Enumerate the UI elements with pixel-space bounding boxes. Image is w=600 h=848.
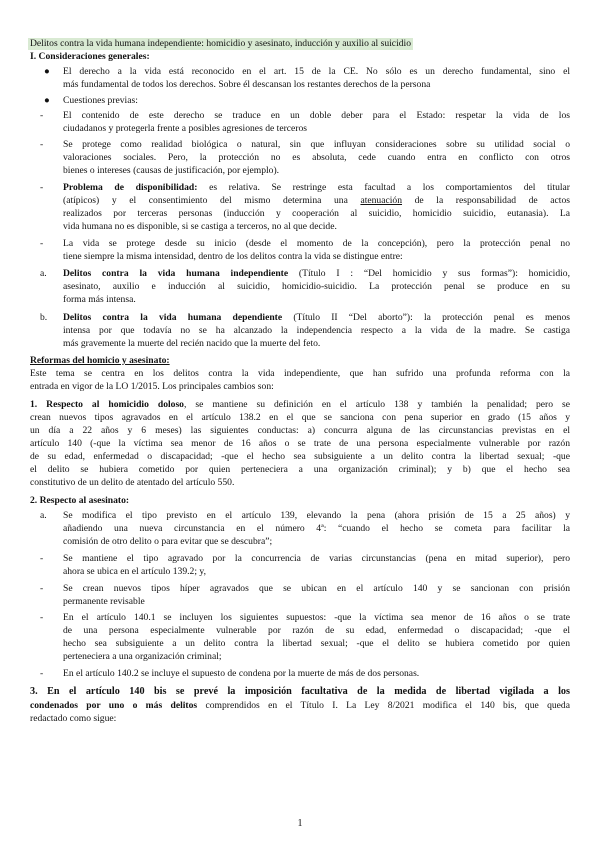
list-marker-a: a. bbox=[40, 510, 47, 521]
list-marker-b: b. bbox=[40, 312, 48, 323]
dash-4-line-1: La vida se protege desde su inicio (desde el momento de la concepción), pero la protección penal no bbox=[63, 238, 570, 249]
dash-3-text: es relativa. Se restringe esta facultad a los comportamientos del titular bbox=[197, 182, 570, 193]
p1-line-7: constitutivo de un delito de atentado del artículo 550. bbox=[30, 477, 235, 488]
dash-3-text: (atípicos) y el consentimiento del mismo determina una bbox=[63, 195, 361, 206]
item-b-line-3: más gravemente la muerte del recién nacido que la muerte del feto. bbox=[63, 338, 321, 349]
dash-3-line-2 bbox=[63, 195, 570, 207]
bullet-1-line-1: El derecho a la vida está reconocido en el art. 15 de la CE. No sólo es un derecho fundamental, sino el bbox=[63, 66, 570, 77]
dash-2-line-1: Se protege como realidad biológica o natural, sin que influyan consideraciones sobre su utilidad social o bbox=[63, 139, 570, 150]
item-b-line-1 bbox=[63, 312, 570, 324]
p3-bold: condenados por uno o más delitos bbox=[30, 700, 198, 711]
p3-line-1: 3. En el artículo 140 bis se prevé la imposición facultativa de la medida de libertad vigilada a los bbox=[30, 686, 570, 697]
p2b-line-2: ahora se ubica en el artículo 139.2; y, bbox=[63, 566, 206, 577]
item-b-line-2: intensa por que todavía no se ha alcanzado la independencia respecto a la vida de la madre. Se castiga bbox=[63, 325, 570, 336]
p1-line-4: artículo 140 (-que la víctima sea menor de 16 años o se trate de una persona especialmente vulnerable por razón bbox=[30, 438, 570, 449]
dash-3-bold: Problema de disponibilidad: bbox=[63, 182, 198, 193]
p2-heading: 2. Respecto al asesinato: bbox=[30, 495, 130, 506]
p2d-line-1: En el artículo 140.1 se incluyen los siguientes supuestos: -que la víctima sea menor de 16 años o se trate bbox=[63, 612, 570, 623]
dash-marker: - bbox=[40, 110, 44, 121]
item-a-line-3: forma más intensa. bbox=[63, 294, 136, 305]
dash-4-line-2: tiene siempre la misma intensidad, dentro de los delitos contra la vida se distingue entre: bbox=[63, 251, 403, 262]
dash-3-line-4: vida humana no es disponible, si se castiga a terceros, no al que decide. bbox=[63, 221, 337, 232]
dash-marker: - bbox=[40, 583, 44, 594]
p1-line-5: de su edad, enfermedad o discapacidad; -que el hecho sea subsiguiente a un delito contra la libertad sexual; -que bbox=[30, 451, 570, 462]
dash-marker: - bbox=[40, 553, 44, 564]
reformas-intro-line-2: entrada en vigor de la LO 1/2015. Los principales cambios son: bbox=[30, 381, 274, 392]
item-a-line-1 bbox=[63, 268, 570, 280]
list-marker-a: a. bbox=[40, 268, 47, 279]
page-number: 1 bbox=[297, 818, 303, 829]
p2a-line-2: añadiendo una nueva circunstancia en el número 4ª: “cuando el hecho se cometa para facilitar la bbox=[63, 523, 570, 534]
bullet-2: Cuestiones previas: bbox=[63, 95, 138, 106]
dash-marker: - bbox=[40, 139, 44, 150]
dash-marker: - bbox=[40, 182, 44, 193]
item-a-bold: Delitos contra la vida humana independiente bbox=[63, 268, 289, 279]
dash-marker: - bbox=[40, 668, 44, 679]
dash-3-line-1 bbox=[63, 182, 570, 194]
dash-3-underlined: atenuación bbox=[360, 195, 403, 206]
dash-1-line-1: El contenido de este derecho se traduce en un doble deber para el Estado: respetar la vida de los bbox=[63, 110, 570, 121]
p3-text: comprendidos en el Título I. La Ley 8/2021 modifica el 140 bis, que queda bbox=[197, 700, 570, 711]
reformas-intro-line-1: Este tema se centra en los delitos contra la vida independiente, que han sufrido una profunda reforma con la bbox=[30, 368, 570, 379]
p2c-line-2: permanente revisable bbox=[63, 596, 145, 607]
p1-line-6: el delito se hubiera cometido por quien perteneciera a una organización criminal); y b) que el hecho sea bbox=[30, 464, 570, 475]
document-title: Delitos contra la vida humana independiente: homicidio y asesinato, inducción y auxilio al suicidio bbox=[30, 38, 411, 49]
item-a-line-2: asesinato, auxilio e inducción al suicidio, homicidio-suicidio. La protección penal se produce en su bbox=[63, 281, 570, 292]
dash-3-text: de la responsabilidad de actos bbox=[402, 195, 570, 206]
p2e-line-1: En el artículo 140.2 se incluye el supuesto de condena por la muerte de más de dos personas. bbox=[63, 668, 420, 679]
p1-bold: 1. Respecto al homicidio doloso bbox=[30, 399, 184, 410]
p1-line-2: crean nuevos tipos agravados en el artículo 138.2 en el que se sanciona con pena superior en grado (15 años y bbox=[30, 412, 570, 423]
p2c-line-1: Se crean nuevos tipos híper agravados que se ubican en el artículo 140 y se sancionan con prisión bbox=[63, 583, 570, 594]
p2a-line-1: Se modifica el tipo previsto en el artículo 139, elevando la pena (ahora prisión de 15 a 25 años) y bbox=[63, 510, 570, 521]
dash-1-line-2: ciudadanos y protegerla frente a posibles agresiones de terceros bbox=[63, 123, 308, 134]
dash-2-line-2: valoraciones sociales. Pero, la protección no es absoluta, cede cuando entra en conflicto con otros bbox=[63, 152, 570, 163]
section-heading-consideraciones: I. Consideraciones generales: bbox=[30, 51, 150, 62]
p1-line-1 bbox=[30, 399, 570, 411]
p2d-line-4: perteneciera a una organización criminal; bbox=[63, 651, 222, 662]
p2b-line-1: Se mantiene el tipo agravado por la concurrencia de varias circunstancias (pena en mitad superior), pero bbox=[63, 553, 570, 564]
p2d-line-3: hecho sea subsiguiente a un delito contra la libertad sexual; -que el delito se hubiera cometido por quien bbox=[63, 638, 570, 649]
item-b-bold: Delitos contra la vida humana dependiente bbox=[63, 312, 283, 323]
p1-line-3: un día a 22 años y 6 meses) las siguientes conductas: a) concurra alguna de las circunstancias previstas en el bbox=[30, 425, 570, 436]
bullet-marker: ● bbox=[44, 95, 50, 106]
p3-line-3: redactado como sigue: bbox=[30, 713, 117, 724]
dash-marker: - bbox=[40, 612, 44, 623]
dash-3-line-3: realizados por terceras personas (inducción y cooperación al suicidio, homicidio suicidio, eutanasia). La bbox=[63, 208, 570, 219]
bullet-marker: ● bbox=[44, 66, 50, 77]
p2d-line-2: de una persona especialmente vulnerable por razón de su edad, enfermedad o discapacidad; -que el bbox=[63, 625, 570, 636]
p3-line-2 bbox=[30, 700, 570, 712]
p2a-line-3: comisión de otro delito o para evitar que se descubra”; bbox=[63, 536, 273, 547]
reformas-heading: Reformas del homicio y asesinato: bbox=[30, 355, 170, 366]
item-b-text: (Título II “Del aborto”): la protección penal es menos bbox=[282, 312, 570, 323]
item-a-text: (Título I : “Del homicidio y sus formas”): homicidio, bbox=[288, 268, 570, 279]
bullet-1-line-2: más fundamental de todos los derechos. Sobre él descansan los restantes derechos de la persona bbox=[63, 79, 431, 90]
dash-marker: - bbox=[40, 238, 44, 249]
p1-text: , se mantiene su definición en el artículo 138 y también la penalidad; pero se bbox=[183, 399, 570, 410]
dash-2-line-3: bienes o intereses (causas de justificación, por ejemplo). bbox=[63, 165, 280, 176]
